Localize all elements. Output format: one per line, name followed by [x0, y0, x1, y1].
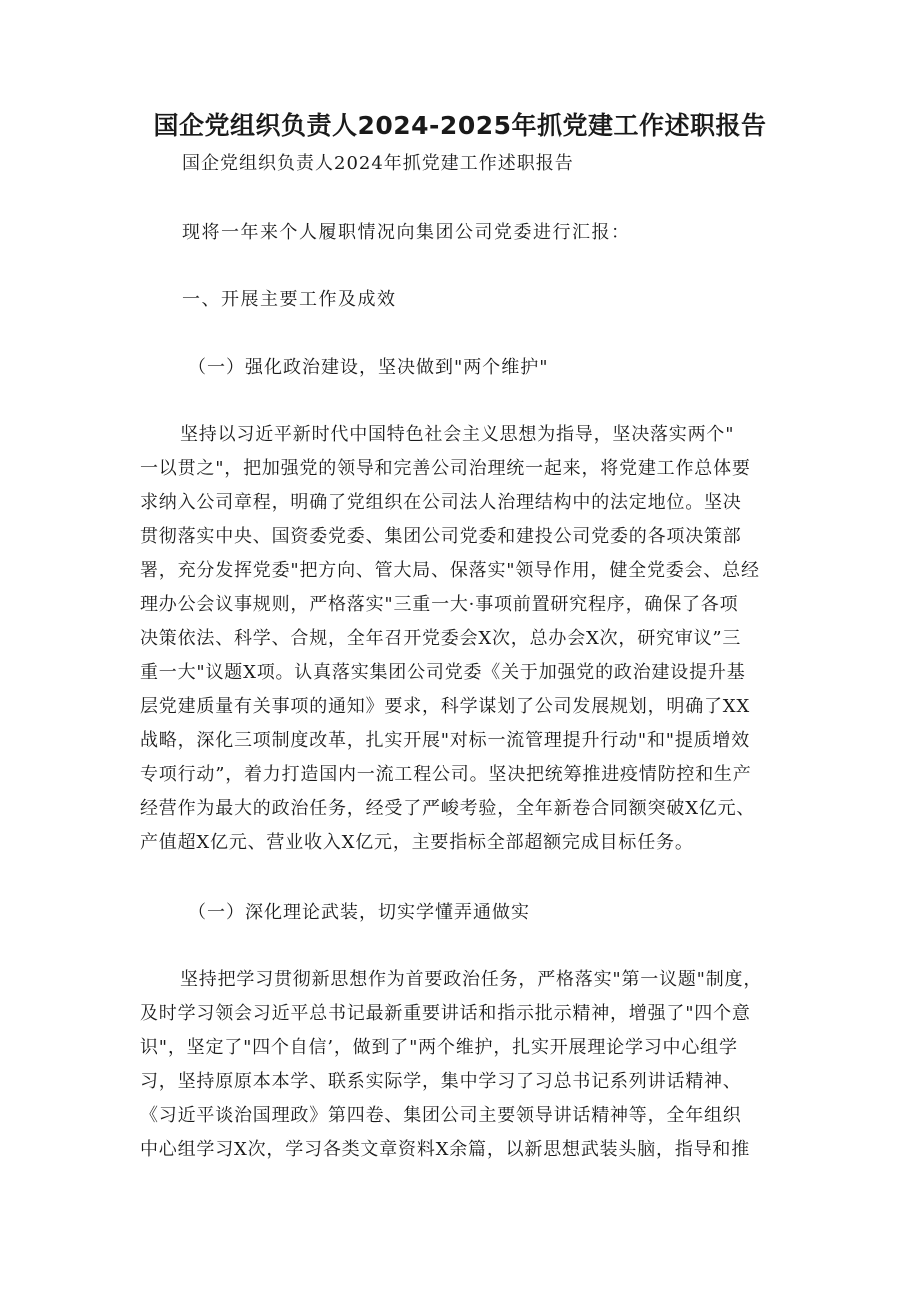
paragraph-line: 经营作为最大的政治任务，经受了严峻考验，全年新卷合同额突破X亿元、	[140, 798, 756, 819]
paragraph-line: 专项行动”，着力打造国内一流工程公司。坚决把统筹推进疫情防控和生产	[140, 764, 752, 785]
paragraph-line: 中心组学习X次，学习各类文章资料X余篇，以新思想武装头脑，指导和推	[140, 1139, 751, 1160]
paragraph-line: 坚持以习近平新时代中国特色社会主义思想为指导，坚决落实两个"	[180, 424, 735, 445]
paragraph-line: 署，充分发挥党委"把方向、管大局、保落实"领导作用，健全党委会、总经	[140, 560, 760, 581]
document-subtitle: 国企党组织负责人2024年抓党建工作述职报告	[182, 153, 574, 174]
intro-paragraph: 现将一年来个人履职情况向集团公司党委进行汇报：	[182, 222, 631, 243]
paragraph-line: 习，坚持原原本本学、联系实际学，集中学习了习总书记系列讲话精神、	[140, 1071, 742, 1092]
paragraph-line: 及时学习领会习近平总书记最新重要讲话和指示批示精神，增强了"四个意	[140, 1003, 751, 1024]
document-title: 国企党组织负责人2024-2025年抓党建工作述职报告	[153, 111, 767, 140]
paragraph-political-building	[140, 418, 780, 860]
paragraph-theory-study	[140, 963, 780, 1167]
paragraph-line: 决策依法、科学、合规，全年召开党委会X次，总办会X次，研究审议”三	[140, 628, 742, 649]
paragraph-line: 重一大"议题X项。认真落实集团公司党委《关于加强党的政治建设提升基	[140, 662, 746, 683]
paragraph-line: 识"，坚定了"四个自信’，做到了"两个维护，扎实开展理论学习中心组学	[140, 1037, 738, 1058]
paragraph-line: 一以贯之"，把加强党的领导和完善公司治理统一起来，将党建工作总体要	[140, 458, 751, 479]
paragraph-line: 贯彻落实中央、国资委党委、集团公司党委和建投公司党委的各项决策部	[140, 526, 742, 547]
paragraph-line: 《习近平谈治国理政》第四卷、集团公司主要领导讲话精神等，全年组织	[140, 1105, 742, 1126]
paragraph-line: 理办公会议事规则，严格落实"三重一大·事项前置研究程序，确保了各项	[140, 594, 739, 615]
paragraph-line: 产值超X亿元、营业收入X亿元，主要指标全部超额完成目标任务。	[140, 832, 694, 853]
section-heading: 一、开展主要工作及成效	[182, 289, 397, 310]
paragraph-line: 战略，深化三项制度改革，扎实开展"对标一流管理提升行动"和"提质增效	[140, 730, 751, 751]
paragraph-line: 坚持把学习贯彻新思想作为首要政治任务，严格落实"第一议题"制度，	[180, 969, 763, 990]
paragraph-line: 求纳入公司章程，明确了党组织在公司法人治理结构中的法定地位。坚决	[140, 492, 742, 513]
paragraph-line: 层党建质量有关事项的通知》要求，科学谋划了公司发展规划，明确了XX	[140, 696, 751, 717]
subsection-heading-theory: （一）深化理论武装，切实学懂弄通做实	[188, 902, 530, 923]
subsection-heading-political: （一）强化政治建设，坚决做到"两个维护"	[188, 357, 549, 378]
